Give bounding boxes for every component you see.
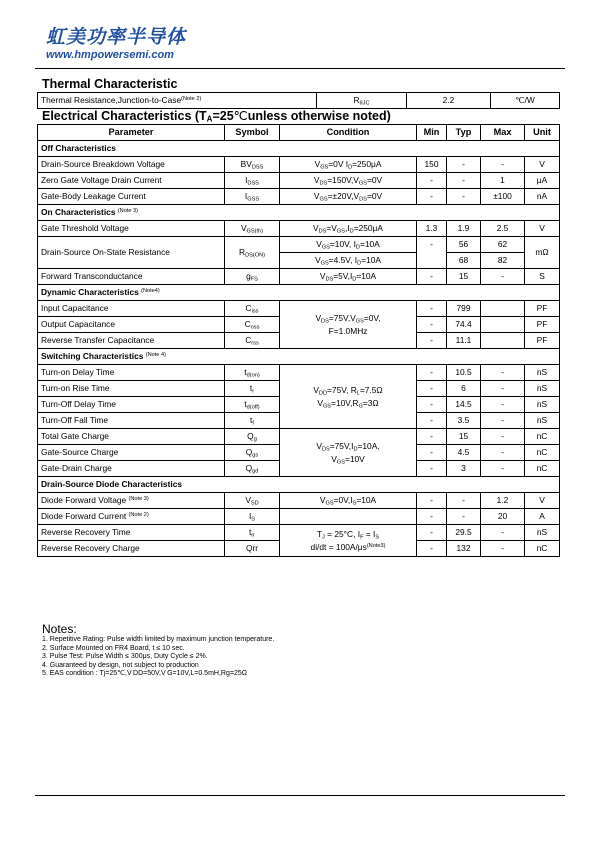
note-item: 4. Guaranteed by design, not subject to production xyxy=(42,661,199,669)
notes-title: Notes: xyxy=(42,622,77,636)
param-cell: Total Gate Charge xyxy=(38,429,225,445)
table-row xyxy=(38,269,560,285)
symbol-cell: $R_{DS(ON)}$ xyxy=(225,237,280,269)
max-cell: - xyxy=(481,445,525,461)
min-cell: - xyxy=(417,509,447,525)
min-cell: - xyxy=(417,365,447,381)
condition-cell: $V_{GS}=10V$, $I_D=10A$ xyxy=(280,237,417,253)
table-row xyxy=(38,221,560,237)
param-cell: Reverse Recovery Charge xyxy=(38,541,225,557)
note-item: 5. EAS condition : Tj=25℃,V DD=50V,V G=10V,L=0.5mH,Rg=25Ω xyxy=(42,670,247,678)
table-row xyxy=(38,301,560,317)
unit-cell: nS xyxy=(525,413,560,429)
max-cell: 62 xyxy=(481,237,525,253)
table-row xyxy=(38,429,560,445)
company-logo xyxy=(46,26,186,61)
unit-cell: PF xyxy=(525,317,560,333)
col-header-min: Min xyxy=(417,125,447,141)
table-row xyxy=(38,493,560,509)
symbol-cell: $C_{rss}$ xyxy=(225,333,280,349)
param-cell: Reverse Transfer Capacitance xyxy=(38,333,225,349)
condition-cell xyxy=(280,509,417,525)
param-cell: Input Capacitance xyxy=(38,301,225,317)
max-cell: - xyxy=(481,461,525,477)
condition-cell: $V_{DS}=75V,I_D=10A$, $V_{GS}=10V$ xyxy=(280,429,417,477)
min-cell: - xyxy=(417,333,447,349)
param-cell: Turn-Off Fall Time xyxy=(38,413,225,429)
col-header-unit: Unit xyxy=(525,125,560,141)
max-cell: - xyxy=(481,365,525,381)
param-cell: Diode Forward Current $^{(Note 2)}$ xyxy=(38,509,225,525)
typ-cell: 15 xyxy=(447,269,481,285)
max-cell xyxy=(481,301,525,317)
symbol-cell: $t_{d(on)}$ xyxy=(225,365,280,381)
header-divider xyxy=(35,68,565,69)
col-header-max: Max xyxy=(481,125,525,141)
param-cell: Gate-Body Leakage Current xyxy=(38,189,225,205)
thermal-param: Thermal Resistance,Junction-to-Case$^{(Note 2)}$ xyxy=(38,93,317,109)
col-header-parameter: Parameter xyxy=(38,125,225,141)
max-cell: - xyxy=(481,269,525,285)
typ-cell: 10.5 xyxy=(447,365,481,381)
min-cell: - xyxy=(417,237,447,269)
min-cell: - xyxy=(417,413,447,429)
unit-cell: nC xyxy=(525,445,560,461)
typ-cell: 3 xyxy=(447,461,481,477)
symbol-cell: $t_{d(off)}$ xyxy=(225,397,280,413)
thermal-title: Thermal Characteristic xyxy=(42,77,178,91)
symbol-cell: $t_r$ xyxy=(225,381,280,397)
unit-cell: nC xyxy=(525,541,560,557)
condition-cell: $T_J = 25^\circ C$, $I_F = I_S$ $di/dt = 100A/\mu s^{(Note3)}$ xyxy=(280,525,417,557)
param-cell: Output Capacitance xyxy=(38,317,225,333)
min-cell: - xyxy=(417,301,447,317)
max-cell: 20 xyxy=(481,509,525,525)
unit-cell: A xyxy=(525,509,560,525)
max-cell xyxy=(481,317,525,333)
min-cell: - xyxy=(417,493,447,509)
max-cell xyxy=(481,333,525,349)
symbol-cell: $C_{oss}$ xyxy=(225,317,280,333)
typ-cell: 3.5 xyxy=(447,413,481,429)
unit-cell: nS xyxy=(525,397,560,413)
symbol-cell: $Q_g$ xyxy=(225,429,280,445)
condition-cell: $V_{DD}=75V$, $R_L=7.5\Omega$ $V_{GS}=10V,R_G=3\Omega$ xyxy=(280,365,417,429)
param-cell: Diode Forward Voltage $^{(Note 3)}$ xyxy=(38,493,225,509)
typ-cell: 11.1 xyxy=(447,333,481,349)
param-cell: Turn-Off Delay Time xyxy=(38,397,225,413)
unit-cell: V xyxy=(525,493,560,509)
table-row xyxy=(38,93,560,109)
section-row xyxy=(38,477,560,493)
symbol-cell: $t_f$ xyxy=(225,413,280,429)
max-cell: 1 xyxy=(481,173,525,189)
unit-cell: nS xyxy=(525,381,560,397)
param-cell: Forward Transconductance xyxy=(38,269,225,285)
typ-cell: 14.5 xyxy=(447,397,481,413)
unit-cell: V xyxy=(525,221,560,237)
max-cell: - xyxy=(481,525,525,541)
typ-cell: - xyxy=(447,509,481,525)
param-cell: Drain-Source Breakdown Voltage xyxy=(38,157,225,173)
symbol-cell: $g_{FS}$ xyxy=(225,269,280,285)
min-cell: - xyxy=(417,461,447,477)
param-cell: Reverse Recovery Time xyxy=(38,525,225,541)
min-cell: 1.3 xyxy=(417,221,447,237)
symbol-cell: $BV_{DSS}$ xyxy=(225,157,280,173)
notes-section xyxy=(42,622,274,679)
max-cell: - xyxy=(481,397,525,413)
section-on: On Characteristics $^{(Note 3)}$ xyxy=(38,205,560,221)
table-row xyxy=(38,173,560,189)
symbol-cell: $t_{rr}$ xyxy=(225,525,280,541)
condition-cell: $V_{DS}=75V,V_{GS}=0V$, F=1.0MHz xyxy=(280,301,417,349)
symbol-cell: $I_{GSS}$ xyxy=(225,189,280,205)
max-cell: - xyxy=(481,157,525,173)
col-header-condition: Condition xyxy=(280,125,417,141)
min-cell: - xyxy=(417,381,447,397)
typ-cell: 132 xyxy=(447,541,481,557)
note-item: 2. Surface Mounted on FR4 Board, t ≤ 10 sec. xyxy=(42,644,185,652)
thermal-symbol: $R_{\theta JC}$ xyxy=(317,93,407,109)
typ-cell: 15 xyxy=(447,429,481,445)
symbol-cell: $Q_{gd}$ xyxy=(225,461,280,477)
param-cell: Turn-on Delay Time xyxy=(38,365,225,381)
unit-cell: nS xyxy=(525,365,560,381)
symbol-cell: $C_{iss}$ xyxy=(225,301,280,317)
max-cell: ±100 xyxy=(481,189,525,205)
typ-cell: 74.4 xyxy=(447,317,481,333)
typ-cell: - xyxy=(447,173,481,189)
section-dynamic: Dynamic Characteristics $^{(Note4)}$ xyxy=(38,285,560,301)
param-cell: Gate Threshold Voltage xyxy=(38,221,225,237)
electrical-title: Electrical Characteristics ($T_A=25℃unless$ otherwise noted) xyxy=(42,109,391,124)
section-row xyxy=(38,285,560,301)
typ-cell: 68 xyxy=(447,253,481,269)
section-diode: Drain-Source Diode Characteristics xyxy=(38,477,560,493)
unit-cell: PF xyxy=(525,301,560,317)
min-cell: - xyxy=(417,397,447,413)
typ-cell: - xyxy=(447,157,481,173)
table-row xyxy=(38,237,560,253)
max-cell: - xyxy=(481,381,525,397)
min-cell: - xyxy=(417,189,447,205)
max-cell: 2.5 xyxy=(481,221,525,237)
unit-cell: nC xyxy=(525,461,560,477)
min-cell: - xyxy=(417,269,447,285)
max-cell: 1.2 xyxy=(481,493,525,509)
typ-cell: - xyxy=(447,189,481,205)
condition-cell: $V_{GS}=0V$ $I_D=250\mu A$ xyxy=(280,157,417,173)
param-cell: Turn-on Rise Time xyxy=(38,381,225,397)
thermal-unit: ℃/W xyxy=(491,93,560,109)
symbol-cell: $I_{DSS}$ xyxy=(225,173,280,189)
condition-cell: $V_{GS}=0V,I_S=10A$ xyxy=(280,493,417,509)
condition-cell: $V_{DS}=5V,I_D=10A$ xyxy=(280,269,417,285)
min-cell: - xyxy=(417,541,447,557)
section-switching: Switching Characteristics $^{(Note 4)}$ xyxy=(38,349,560,365)
note-item: 1. Repetitive Rating: Pulse width limited by maximum junction temperature. xyxy=(42,636,275,643)
section-off: Off Characteristics xyxy=(38,141,560,157)
typ-cell: 56 xyxy=(447,237,481,253)
section-row xyxy=(38,141,560,157)
unit-cell: nA xyxy=(525,189,560,205)
typ-cell: 4.5 xyxy=(447,445,481,461)
footer-divider xyxy=(35,795,565,796)
param-cell: Zero Gate Voltage Drain Current xyxy=(38,173,225,189)
table-row xyxy=(38,365,560,381)
symbol-cell: $Q_{gs}$ xyxy=(225,445,280,461)
min-cell: - xyxy=(417,429,447,445)
min-cell: - xyxy=(417,173,447,189)
max-cell: - xyxy=(481,413,525,429)
max-cell: 82 xyxy=(481,253,525,269)
symbol-cell: $I_S$ xyxy=(225,509,280,525)
symbol-cell: $V_{SD}$ xyxy=(225,493,280,509)
typ-cell: 29.5 xyxy=(447,525,481,541)
unit-cell: mΩ xyxy=(525,237,560,269)
unit-cell: μA xyxy=(525,173,560,189)
unit-cell: V xyxy=(525,157,560,173)
typ-cell: 1.9 xyxy=(447,221,481,237)
symbol-cell: Qrr xyxy=(225,541,280,557)
min-cell: - xyxy=(417,445,447,461)
company-name: 虹美功率半导体 xyxy=(46,26,187,48)
note-item: 3. Pulse Test: Pulse Width ≤ 300μs, Duty Cycle ≤ 2%. xyxy=(42,653,208,661)
condition-cell: $V_{GS}=4.5V$, $I_D=10A$ xyxy=(280,253,417,269)
min-cell: - xyxy=(417,317,447,333)
max-cell: - xyxy=(481,541,525,557)
table-row xyxy=(38,525,560,541)
thermal-table xyxy=(37,92,560,109)
symbol-cell: $V_{GS(th)}$ xyxy=(225,221,280,237)
unit-cell: nC xyxy=(525,429,560,445)
param-cell: Gate-Source Charge xyxy=(38,445,225,461)
thermal-value: 2.2 xyxy=(407,93,491,109)
typ-cell: 799 xyxy=(447,301,481,317)
max-cell: - xyxy=(481,429,525,445)
unit-cell: PF xyxy=(525,333,560,349)
param-cell: Gate-Drain Charge xyxy=(38,461,225,477)
typ-cell: 6 xyxy=(447,381,481,397)
col-header-symbol: Symbol xyxy=(225,125,280,141)
min-cell: 150 xyxy=(417,157,447,173)
section-row xyxy=(38,205,560,221)
table-row xyxy=(38,157,560,173)
table-row xyxy=(38,509,560,525)
unit-cell: nS xyxy=(525,525,560,541)
col-header-typ: Typ xyxy=(447,125,481,141)
header-row xyxy=(38,125,560,141)
condition-cell: $V_{DS}=150V,V_{GS}=0V$ xyxy=(280,173,417,189)
min-cell: - xyxy=(417,525,447,541)
condition-cell: $V_{DS}=V_{GS},I_D=250\mu A$ xyxy=(280,221,417,237)
param-cell: Drain-Source On-State Resistance xyxy=(38,237,225,269)
unit-cell: S xyxy=(525,269,560,285)
section-row xyxy=(38,349,560,365)
condition-cell: $V_{GS}=\pm 20V,V_{DS}=0V$ xyxy=(280,189,417,205)
electrical-table xyxy=(37,124,560,557)
table-row xyxy=(38,189,560,205)
company-url[interactable]: www.hmpowersemi.com xyxy=(46,49,174,61)
typ-cell: - xyxy=(447,493,481,509)
